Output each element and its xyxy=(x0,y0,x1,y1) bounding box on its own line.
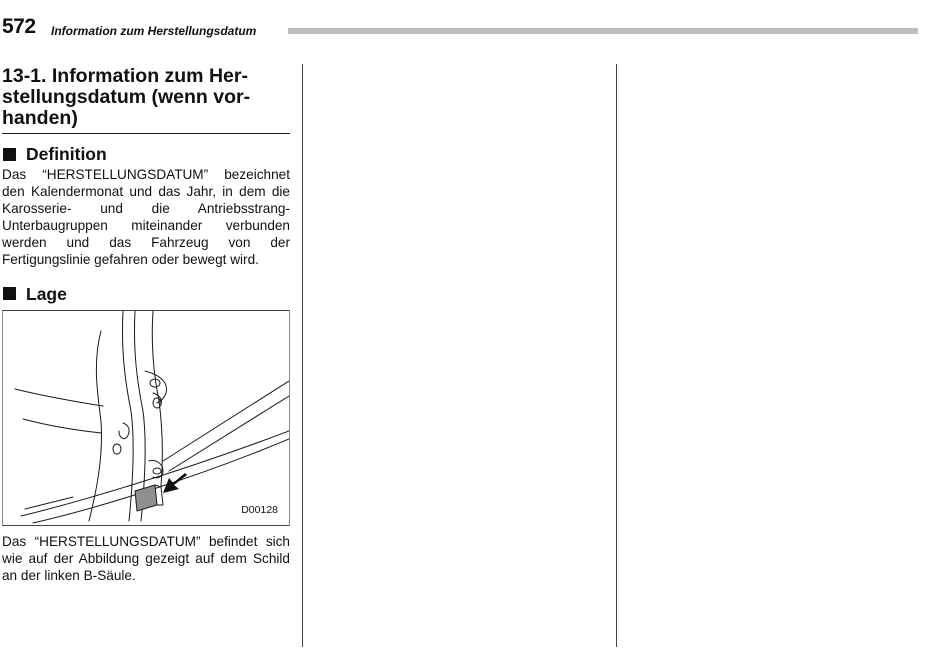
b-pillar-drawing xyxy=(3,311,290,526)
definition-paragraph: Das “HERSTELLUNGSDATUM” bezeichnet den Kalendermonat und das Jahr, in dem die Karosserie- und die Antriebsstrang-Unterbaugruppen miteinander verbunden werden und das Fahrzeug von der Fertigungslinie gefahren oder bewegt wird. xyxy=(2,167,290,268)
header-rule xyxy=(288,28,918,34)
location-heading xyxy=(2,283,290,305)
section-title xyxy=(2,66,290,134)
definition-heading xyxy=(2,143,290,165)
page-header xyxy=(0,14,920,40)
location-heading-text: Lage xyxy=(26,283,67,304)
figure-code: D00128 xyxy=(241,503,278,516)
b-pillar-illustration xyxy=(2,310,290,526)
location-paragraph: Das “HERSTELLUNGSDATUM” befindet sich wie auf der Abbildung gezeigt auf dem Schild an der linken B-Säule. xyxy=(2,533,290,583)
main-column xyxy=(2,66,290,584)
black-square-icon xyxy=(3,148,16,161)
page-number: 572 xyxy=(2,15,36,38)
column-divider-left xyxy=(302,64,303,647)
black-square-icon xyxy=(3,287,16,300)
arrow-icon xyxy=(163,473,187,493)
running-title: Information zum Herstellungsdatum xyxy=(51,24,257,38)
section-title-text: 13-1. Information zum Her-stellungsdatum (wenn vor-handen) xyxy=(2,65,251,129)
definition-heading-text: Definition xyxy=(26,144,107,164)
column-divider-right xyxy=(616,64,617,647)
